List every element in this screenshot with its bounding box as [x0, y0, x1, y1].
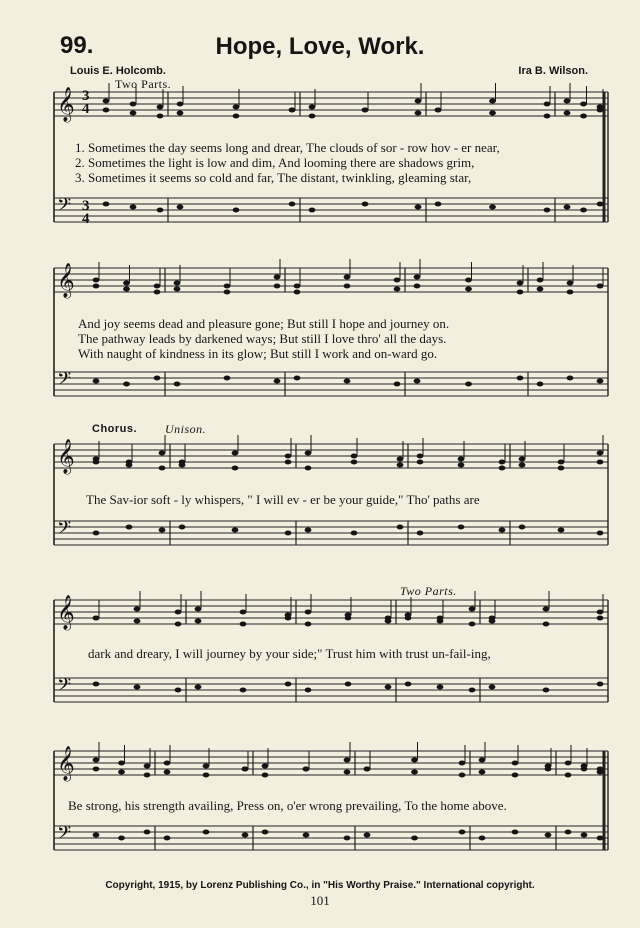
notehead [394, 278, 401, 283]
notehead [103, 99, 110, 104]
notehead [489, 111, 496, 116]
notehead [411, 836, 418, 841]
notehead [567, 281, 574, 286]
notehead [103, 202, 110, 207]
notehead [465, 287, 472, 292]
hymn-title: Hope, Love, Work. [215, 33, 425, 60]
notehead [581, 833, 588, 838]
notehead [345, 616, 352, 621]
notehead [232, 451, 239, 456]
notehead [479, 836, 486, 841]
notehead [203, 830, 210, 835]
notehead [285, 682, 292, 687]
notehead [517, 281, 524, 286]
time-signature-bass: 3 4 [82, 198, 90, 227]
notehead [157, 105, 164, 110]
notehead [174, 281, 181, 286]
staff-lines [54, 88, 608, 850]
notehead [597, 531, 604, 536]
notehead [414, 275, 421, 280]
notehead [195, 607, 202, 612]
notehead [294, 290, 301, 295]
notehead [118, 770, 125, 775]
notehead [175, 622, 182, 627]
notehead [411, 770, 418, 775]
time-signature-treble: 3 4 [82, 88, 90, 117]
bass-clef: 𝄢 [57, 823, 72, 848]
notehead [351, 454, 358, 459]
notehead [458, 457, 465, 462]
treble-clef: 𝄞 [57, 87, 75, 122]
notehead [305, 622, 312, 627]
bass-clef: 𝄢 [57, 195, 72, 220]
notehead [262, 830, 269, 835]
notehead [544, 208, 551, 213]
notehead [285, 531, 292, 536]
notehead [126, 463, 133, 468]
notehead [344, 379, 351, 384]
notehead [465, 382, 472, 387]
notehead [364, 833, 371, 838]
notehead [93, 616, 100, 621]
notehead [597, 379, 604, 384]
notehead [564, 111, 571, 116]
notehead [224, 290, 231, 295]
notehead [224, 376, 231, 381]
notehead [242, 767, 249, 772]
unison-marking: Unison. [165, 422, 207, 436]
notehead [580, 114, 587, 119]
notehead [130, 205, 137, 210]
notehead [305, 451, 312, 456]
notehead [469, 688, 476, 693]
clefs [57, 87, 75, 848]
notehead [499, 460, 506, 465]
notehead [118, 836, 125, 841]
notehead [385, 619, 392, 624]
notehead [435, 202, 442, 207]
notehead [262, 764, 269, 769]
notehead [479, 758, 486, 763]
notehead [305, 610, 312, 615]
notehead [558, 460, 565, 465]
notehead [157, 208, 164, 213]
notehead [240, 622, 247, 627]
chorus-line-1: The Sav-ior soft - ly whispers, " I will ev - er be your guide," Tho' paths are [86, 492, 480, 507]
notehead [565, 830, 572, 835]
notehead [597, 460, 604, 465]
notehead [93, 531, 100, 536]
hymn-number: 99. [60, 32, 94, 59]
notehead [154, 290, 161, 295]
notehead [93, 767, 100, 772]
verse-2-line-cont: The pathway leads by darkened ways; But still I love thro' all the days. [78, 331, 447, 346]
notehead [519, 463, 526, 468]
notehead [175, 610, 182, 615]
notehead [164, 770, 171, 775]
notehead [459, 761, 466, 766]
notehead [240, 610, 247, 615]
notehead [93, 379, 100, 384]
notehead [305, 466, 312, 471]
notehead [289, 202, 296, 207]
notehead [309, 208, 316, 213]
notehead [344, 836, 351, 841]
notehead [537, 278, 544, 283]
bass-clef: 𝄢 [57, 518, 72, 543]
notehead [517, 290, 524, 295]
notehead [93, 682, 100, 687]
bass-clef: 𝄢 [57, 369, 72, 394]
bass-clef: 𝄢 [57, 675, 72, 700]
notehead [597, 451, 604, 456]
notehead [544, 114, 551, 119]
notehead [285, 616, 292, 621]
notehead [242, 833, 249, 838]
notehead [597, 202, 604, 207]
notehead [164, 761, 171, 766]
notehead [545, 833, 552, 838]
notehead [499, 466, 506, 471]
notehead [543, 607, 550, 612]
notehead [294, 284, 301, 289]
treble-clef: 𝄞 [57, 595, 75, 630]
notehead [232, 528, 239, 533]
notehead [519, 525, 526, 530]
notehead [130, 111, 137, 116]
notehead [489, 99, 496, 104]
chorus-marking: Chorus. [92, 423, 138, 435]
notehead [344, 284, 351, 289]
notehead [123, 382, 130, 387]
notehead [144, 830, 151, 835]
notehead [545, 767, 552, 772]
notehead [544, 102, 551, 107]
notehead [537, 382, 544, 387]
notehead [415, 99, 422, 104]
notehead [597, 284, 604, 289]
chorus-line-2: dark and dreary, I will journey by your side;" Trust him with trust un-fail-ing, [88, 646, 491, 661]
notehead [134, 685, 141, 690]
notehead [459, 830, 466, 835]
notehead [489, 205, 496, 210]
notehead [118, 761, 125, 766]
notehead [537, 287, 544, 292]
notehead [179, 463, 186, 468]
notehead [159, 451, 166, 456]
two-parts-marking-2: Two Parts. [400, 584, 457, 598]
notehead [565, 761, 572, 766]
notehead [543, 688, 550, 693]
notehead [177, 102, 184, 107]
notehead [580, 102, 587, 107]
notehead [351, 460, 358, 465]
notehead [123, 281, 130, 286]
notehead [459, 773, 466, 778]
treble-clef: 𝄞 [57, 746, 75, 781]
notehead [203, 764, 210, 769]
notehead [565, 773, 572, 778]
notehead [154, 376, 161, 381]
notehead [597, 682, 604, 687]
notehead [344, 275, 351, 280]
notehead [397, 457, 404, 462]
notehead [417, 454, 424, 459]
notehead [274, 275, 281, 280]
notehead [262, 773, 269, 778]
chorus-line-3: Be strong, his strength availing, Press on, o'er wrong prevailing, To the home above. [68, 798, 507, 813]
notehead [397, 525, 404, 530]
verse-3-line: 3. Sometimes it seems so cold and far, The distant, twinkling, gleaming star, [75, 170, 472, 185]
notehead [195, 685, 202, 690]
notehead [567, 376, 574, 381]
notehead [351, 531, 358, 536]
notehead [233, 208, 240, 213]
notehead [558, 466, 565, 471]
notehead [93, 284, 100, 289]
notehead [489, 619, 496, 624]
verse-1-line-cont: And joy seems dead and pleasure gone; But still I hope and journey on. [78, 316, 450, 331]
notehead [232, 466, 239, 471]
notehead [93, 758, 100, 763]
notehead [309, 114, 316, 119]
notehead [580, 208, 587, 213]
notehead [103, 108, 110, 113]
notehead [93, 833, 100, 838]
notehead [597, 108, 604, 113]
notehead [437, 619, 444, 624]
notehead [285, 460, 292, 465]
notehead [159, 466, 166, 471]
notehead [405, 616, 412, 621]
notehead [499, 528, 506, 533]
notehead [362, 108, 369, 113]
treble-clef: 𝄞 [57, 263, 75, 298]
notehead [465, 278, 472, 283]
notehead [123, 287, 130, 292]
notehead [159, 528, 166, 533]
notehead [512, 773, 519, 778]
notehead [597, 836, 604, 841]
notehead [567, 290, 574, 295]
notehead [405, 682, 412, 687]
notehead [157, 114, 164, 119]
notehead [512, 830, 519, 835]
verse-1-line: 1. Sometimes the day seems long and drear, The clouds of sor - row hov - er near, [75, 140, 500, 155]
notehead [93, 460, 100, 465]
notehead [294, 376, 301, 381]
notehead [564, 99, 571, 104]
notehead [303, 833, 310, 838]
notehead [581, 767, 588, 772]
notehead [543, 622, 550, 627]
lyricist-credit: Louis E. Holcomb. [70, 65, 166, 77]
notehead [364, 767, 371, 772]
notehead [154, 284, 161, 289]
notehead [126, 525, 133, 530]
notehead [195, 619, 202, 624]
notehead [130, 102, 137, 107]
notehead [309, 105, 316, 110]
notehead [274, 284, 281, 289]
notehead [385, 685, 392, 690]
treble-clef: 𝄞 [57, 439, 75, 474]
notehead [305, 688, 312, 693]
notehead [414, 284, 421, 289]
notehead [415, 205, 422, 210]
notehead [344, 770, 351, 775]
notehead [233, 105, 240, 110]
notehead [179, 525, 186, 530]
notehead [458, 525, 465, 530]
notehead [597, 770, 604, 775]
notehead [458, 463, 465, 468]
notehead [469, 622, 476, 627]
barlines [54, 88, 608, 850]
notehead [144, 764, 151, 769]
notehead [414, 379, 421, 384]
notehead [203, 773, 210, 778]
notehead [417, 531, 424, 536]
notehead [289, 108, 296, 113]
notehead [93, 278, 100, 283]
notehead [274, 379, 281, 384]
notehead [437, 685, 444, 690]
verse-2-line: 2. Sometimes the light is low and dim, And looming there are shadows grim, [75, 155, 475, 170]
notehead [144, 773, 151, 778]
notehead [564, 205, 571, 210]
notehead [134, 607, 141, 612]
notehead [285, 454, 292, 459]
notehead [177, 111, 184, 116]
notehead [362, 202, 369, 207]
notehead [344, 758, 351, 763]
composer-credit: Ira B. Wilson. [518, 65, 588, 77]
notehead [435, 108, 442, 113]
copyright-notice: Copyright, 1915, by Lorenz Publishing Co., in "His Worthy Praise." International copyright. [105, 880, 535, 891]
verse-3-line-cont: With naught of kindness in its glow; But still I work and on-ward go. [78, 346, 438, 361]
notehead [558, 528, 565, 533]
notehead [174, 382, 181, 387]
notehead [305, 528, 312, 533]
notehead [174, 287, 181, 292]
notehead [397, 463, 404, 468]
notehead [394, 287, 401, 292]
notehead [224, 284, 231, 289]
notehead [417, 460, 424, 465]
notehead [597, 616, 604, 621]
notehead [303, 767, 310, 772]
two-parts-marking: Two Parts. [115, 77, 172, 91]
page-number: 101 [310, 893, 330, 908]
notehead [394, 382, 401, 387]
notehead [175, 688, 182, 693]
notehead [415, 111, 422, 116]
notehead [177, 205, 184, 210]
notehead [517, 376, 524, 381]
notehead [134, 619, 141, 624]
notehead [345, 682, 352, 687]
notehead [240, 688, 247, 693]
notehead [411, 758, 418, 763]
notehead [233, 114, 240, 119]
notehead [164, 836, 171, 841]
notehead [479, 770, 486, 775]
notehead [512, 761, 519, 766]
notehead [489, 685, 496, 690]
notehead [597, 610, 604, 615]
notehead [469, 607, 476, 612]
notehead [519, 457, 526, 462]
